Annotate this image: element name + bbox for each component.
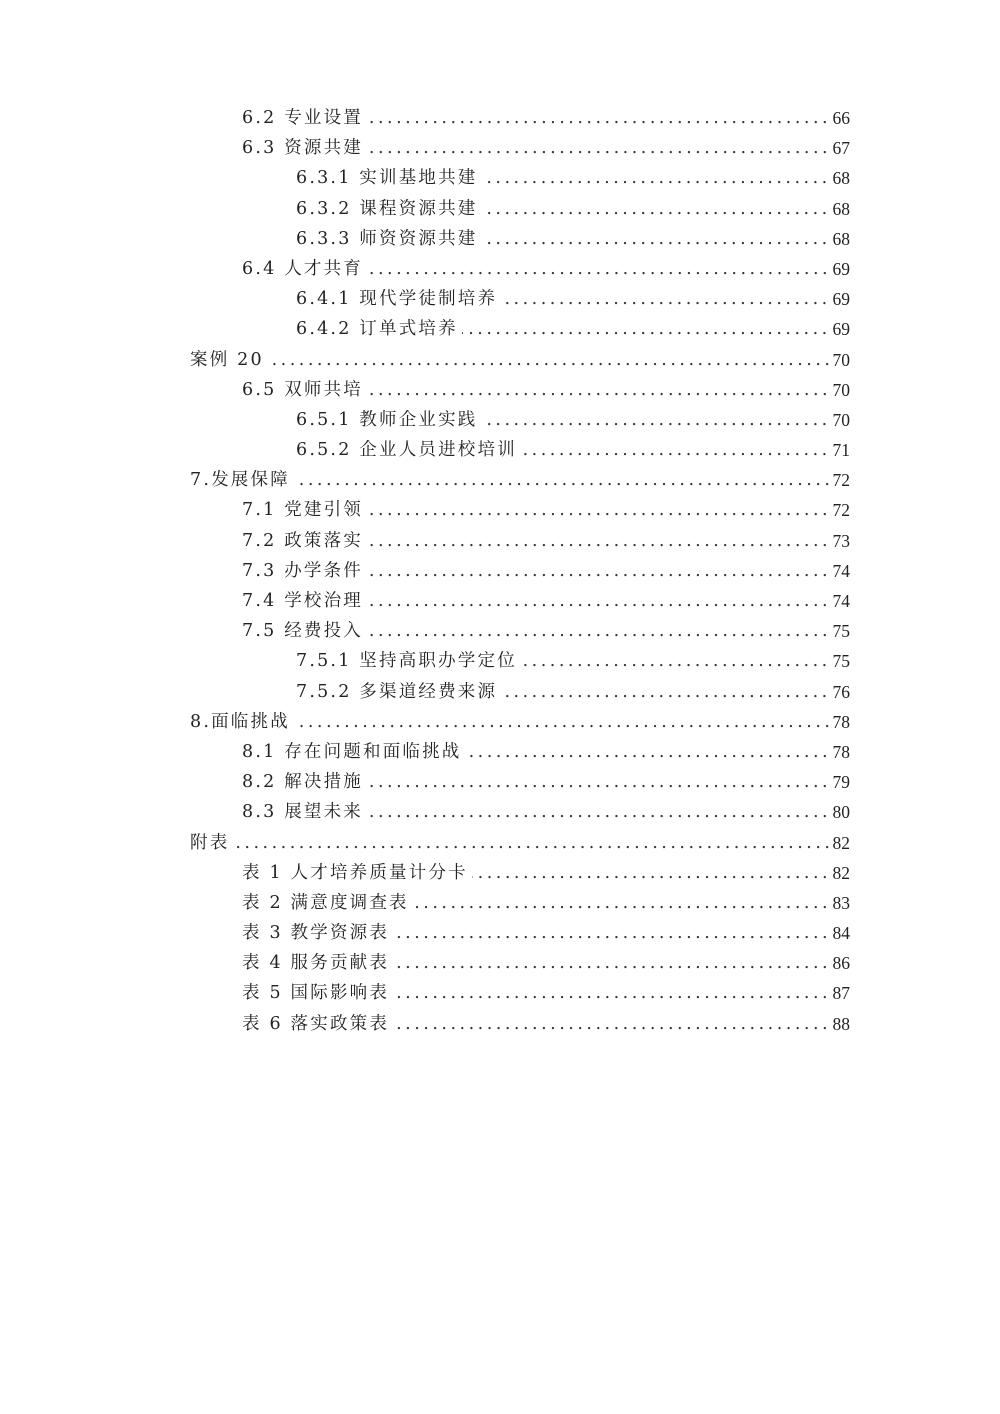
toc-entry-title: 7.5.2 多渠道经费来源 (296, 677, 501, 707)
toc-entry[interactable] (0, 375, 1000, 405)
toc-entry-page-number: 72 (829, 495, 851, 525)
toc-entry[interactable] (0, 677, 1000, 707)
toc-entry[interactable] (0, 194, 1000, 224)
toc-entry-title: 附表 (190, 828, 233, 858)
toc-entry-page-number: 73 (829, 526, 851, 556)
toc-entry-page-number: 68 (829, 194, 851, 224)
toc-entry-page-number: 72 (829, 465, 851, 495)
toc-entry[interactable] (0, 978, 1000, 1008)
toc-entry[interactable] (0, 103, 1000, 133)
toc-entry-page-number: 75 (829, 646, 851, 676)
toc-entry-page-number: 68 (829, 163, 851, 193)
toc-entry[interactable] (0, 133, 1000, 163)
toc-entry-title: 7.1 党建引领 (242, 495, 367, 525)
toc-entry-page-number: 69 (829, 254, 851, 284)
toc-entry-title: 7.2 政策落实 (242, 526, 367, 556)
toc-entry[interactable] (0, 737, 1000, 767)
toc-entry-title: 7.5.1 坚持高职办学定位 (296, 646, 521, 676)
toc-entry[interactable] (0, 284, 1000, 314)
toc-entry-title: 6.5 双师共培 (242, 375, 367, 405)
toc-entry-title: 8.2 解决措施 (242, 767, 367, 797)
toc-entry-page-number: 67 (829, 133, 851, 163)
toc-entry-page-number: 83 (829, 888, 851, 918)
toc-entry-page-number: 78 (829, 737, 851, 767)
toc-entry-title: 7.4 学校治理 (242, 586, 367, 616)
toc-entry-title: 7.发展保障 (190, 465, 294, 495)
toc-entry[interactable] (0, 224, 1000, 254)
toc-entry-title: 表 1 人才培养质量计分卡 (242, 858, 472, 888)
toc-entry-page-number: 76 (829, 677, 851, 707)
toc-entry-title: 8.3 展望未来 (242, 797, 367, 827)
toc-entry-page-number: 79 (829, 767, 851, 797)
toc-entry[interactable] (0, 888, 1000, 918)
toc-entry-page-number: 74 (829, 586, 851, 616)
toc-entry[interactable] (0, 435, 1000, 465)
toc-entry[interactable] (0, 556, 1000, 586)
toc-entry[interactable] (0, 465, 1000, 495)
toc-entry-title: 表 2 满意度调查表 (242, 888, 413, 918)
toc-entry[interactable] (0, 526, 1000, 556)
toc-entry[interactable] (0, 828, 1000, 858)
toc-entry-page-number: 71 (829, 435, 851, 465)
toc-entry-page-number: 66 (829, 103, 851, 133)
toc-entry[interactable] (0, 495, 1000, 525)
toc-entry-title: 案例 20 (190, 345, 268, 375)
toc-entry-page-number: 70 (829, 405, 851, 435)
toc-entry[interactable] (0, 254, 1000, 284)
toc-entry-title: 6.4 人才共育 (242, 254, 367, 284)
toc-entry-title: 6.4.1 现代学徒制培养 (296, 284, 501, 314)
toc-entry-page-number: 78 (829, 707, 851, 737)
toc-entry[interactable] (0, 646, 1000, 676)
toc-entry-title: 6.3.3 师资资源共建 (296, 224, 482, 254)
toc-entry-page-number: 87 (829, 978, 851, 1008)
toc-entry-page-number: 86 (829, 948, 851, 978)
toc-entry-title: 表 6 落实政策表 (242, 1009, 393, 1039)
toc-entry[interactable] (0, 616, 1000, 646)
toc-entry[interactable] (0, 767, 1000, 797)
toc-dot-leader (190, 828, 850, 858)
toc-entry-title: 8.1 存在问题和面临挑战 (242, 737, 466, 767)
toc-entry[interactable] (0, 918, 1000, 948)
toc-entry-title: 表 4 服务贡献表 (242, 948, 393, 978)
table-of-contents (0, 103, 1000, 1039)
toc-entry-title: 8.面临挑战 (190, 707, 294, 737)
toc-entry[interactable] (0, 314, 1000, 344)
toc-entry[interactable] (0, 163, 1000, 193)
toc-entry-title: 表 5 国际影响表 (242, 978, 393, 1008)
toc-entry-page-number: 82 (829, 828, 851, 858)
toc-entry-page-number: 88 (829, 1009, 851, 1039)
toc-entry-page-number: 68 (829, 224, 851, 254)
toc-entry[interactable] (0, 405, 1000, 435)
toc-entry[interactable] (0, 586, 1000, 616)
toc-entry-page-number: 70 (829, 345, 851, 375)
toc-entry[interactable] (0, 1009, 1000, 1039)
toc-entry-page-number: 82 (829, 858, 851, 888)
toc-dot-leader (190, 345, 850, 375)
toc-entry[interactable] (0, 858, 1000, 888)
toc-entry-title: 6.5.1 教师企业实践 (296, 405, 482, 435)
toc-entry-title: 表 3 教学资源表 (242, 918, 393, 948)
toc-entry-page-number: 84 (829, 918, 851, 948)
toc-entry-title: 6.3.2 课程资源共建 (296, 194, 482, 224)
toc-entry-title: 6.3 资源共建 (242, 133, 367, 163)
toc-entry-page-number: 80 (829, 797, 851, 827)
toc-entry-title: 7.5 经费投入 (242, 616, 367, 646)
toc-entry-title: 6.2 专业设置 (242, 103, 367, 133)
toc-entry-title: 6.4.2 订单式培养 (296, 314, 462, 344)
toc-entry[interactable] (0, 797, 1000, 827)
toc-entry-page-number: 75 (829, 616, 851, 646)
toc-entry-title: 6.5.2 企业人员进校培训 (296, 435, 521, 465)
toc-entry[interactable] (0, 345, 1000, 375)
toc-entry-title: 7.3 办学条件 (242, 556, 367, 586)
toc-entry[interactable] (0, 707, 1000, 737)
toc-entry[interactable] (0, 948, 1000, 978)
toc-entry-page-number: 70 (829, 375, 851, 405)
toc-entry-page-number: 74 (829, 556, 851, 586)
toc-entry-title: 6.3.1 实训基地共建 (296, 163, 482, 193)
toc-entry-page-number: 69 (829, 284, 851, 314)
toc-entry-page-number: 69 (829, 314, 851, 344)
